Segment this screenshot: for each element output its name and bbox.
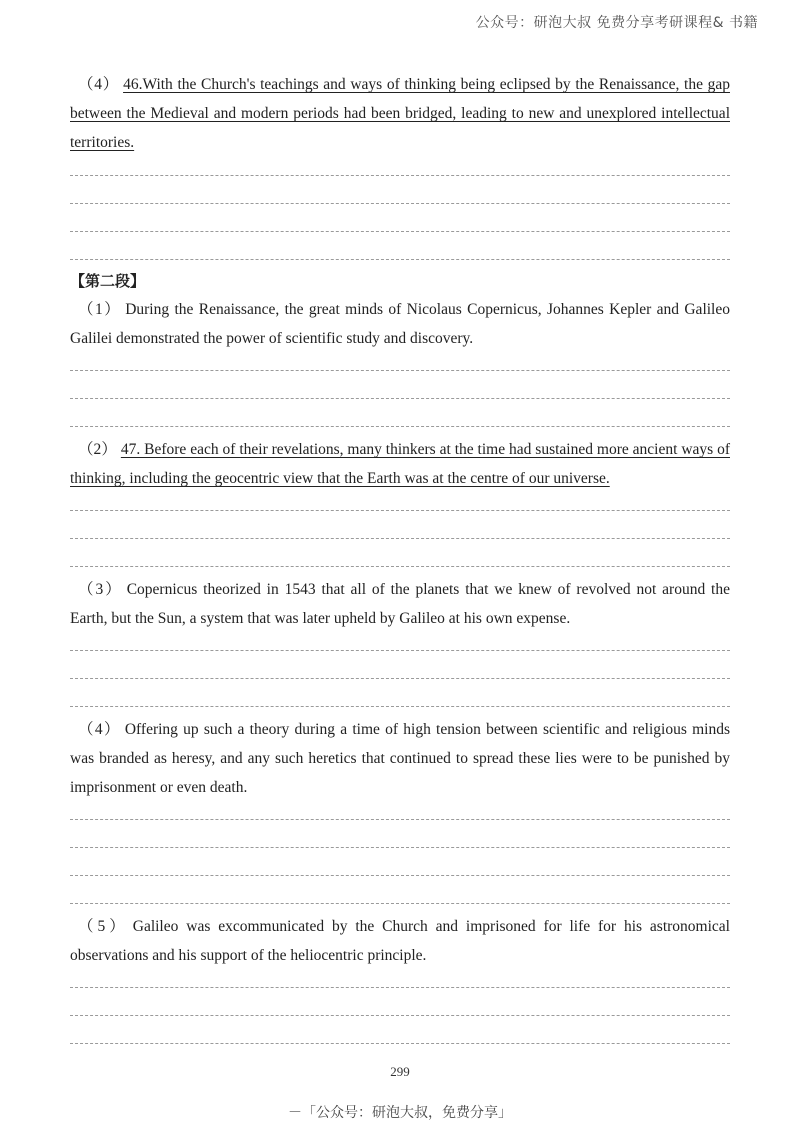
paragraph-item-5 — [70, 912, 730, 970]
document-page — [70, 70, 730, 1044]
paragraph-text: During the Renaissance, the great minds of Nicolaus Copernicus, Johannes Kepler and Galileo Galilei demonstrated the power of scientific study and discovery. — [70, 301, 730, 347]
item-number: （1） — [78, 301, 122, 318]
answer-line — [70, 875, 730, 876]
paragraph-text: Offering up such a theory during a time of high tension between scientific and religious minds was branded as heresy, and any such heretics that continued to spread these lies were to be punished by imprisonment or even death. — [70, 721, 730, 796]
answer-line — [70, 1043, 730, 1044]
answer-line — [70, 566, 730, 567]
header-watermark: 公众号：研泡大叔 免费分享考研课程& 书籍 — [475, 15, 758, 31]
page-number: 299 — [390, 1064, 410, 1079]
paragraph-item-2-underlined — [70, 435, 730, 493]
answer-line — [70, 370, 730, 371]
answer-line — [70, 538, 730, 539]
answer-line — [70, 398, 730, 399]
answer-line — [70, 175, 730, 176]
paragraph-text: Copernicus theorized in 1543 that all of the planets that we knew of revolved not around the Earth, but the Sun, a system that was later upheld by Galileo at his own expense. — [70, 581, 730, 627]
item-number: （4） — [78, 76, 120, 93]
paragraph-text: Galileo was excommunicated by the Church and imprisoned for life for his astronomical observations and his support of the heliocentric principle. — [70, 918, 730, 964]
answer-line — [70, 819, 730, 820]
answer-line — [70, 231, 730, 232]
answer-line — [70, 259, 730, 260]
footer-watermark: －「公众号：研泡大叔，免费分享」 — [288, 1105, 512, 1121]
answer-line — [70, 678, 730, 679]
paragraph-item-1 — [70, 295, 730, 353]
answer-line — [70, 847, 730, 848]
answer-line — [70, 1015, 730, 1016]
paragraph-text: 47. Before each of their revelations, many thinkers at the time had sustained more ancient ways of thinking, including the geocentric view that the Earth was at the centre of our universe. — [70, 441, 730, 487]
paragraph-text: 46.With the Church's teachings and ways of thinking being eclipsed by the Renaissance, the gap between the Medieval and modern periods had been bridged, leading to new and unexplored intellectual territories. — [70, 76, 730, 151]
answer-line — [70, 987, 730, 988]
item-number: （5） — [78, 918, 129, 935]
section-title: 【第二段】 — [70, 272, 146, 290]
answer-line — [70, 203, 730, 204]
paragraph-item-3 — [70, 575, 730, 633]
item-number: （3） — [78, 581, 123, 598]
paragraph-item-4-underlined — [70, 70, 730, 157]
answer-line — [70, 426, 730, 427]
answer-line — [70, 706, 730, 707]
answer-line — [70, 650, 730, 651]
item-number: （2） — [78, 441, 117, 458]
answer-line — [70, 510, 730, 511]
paragraph-item-4 — [70, 715, 730, 802]
item-number: （4） — [78, 721, 121, 738]
answer-line — [70, 903, 730, 904]
